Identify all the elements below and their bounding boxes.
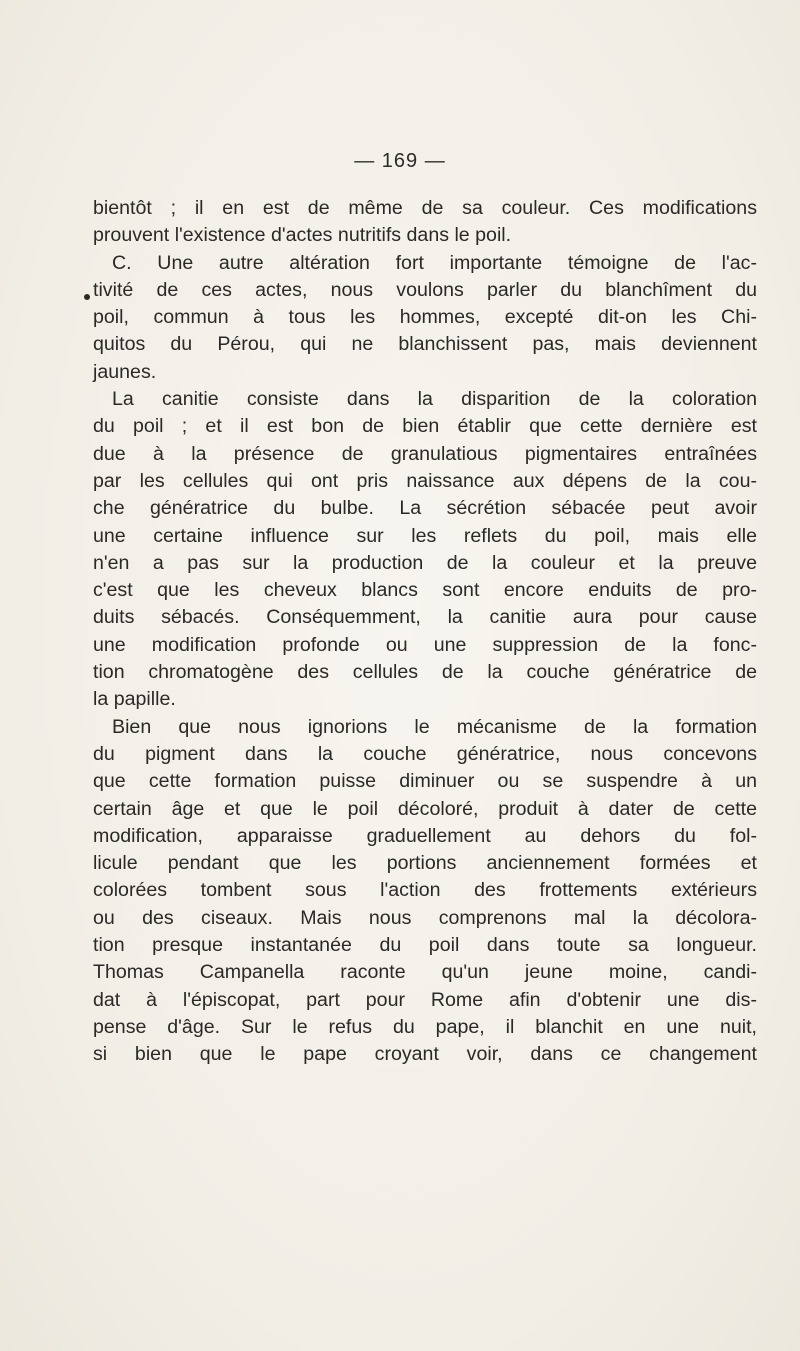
body-text xyxy=(93,195,757,1069)
text-line: tivité de ces actes, nous voulons parler du blanchîment du xyxy=(93,278,757,301)
text-line: due à la présence de granulatious pigmentaires entraînées xyxy=(93,442,757,465)
page-number: — 169 — xyxy=(354,150,446,172)
text-line: duits sébacés. Conséquemment, la canitie aura pour cause xyxy=(93,606,757,629)
text-line: certain âge et que le poil décoloré, produit à dater de cette xyxy=(93,797,757,820)
text-line: pense d'âge. Sur le refus du pape, il blanchit en une nuit, xyxy=(93,1015,757,1038)
text-line: tion presque instantanée du poil dans toute sa longueur. xyxy=(93,934,757,957)
text-line: La canitie consiste dans la disparition de la coloration xyxy=(112,388,757,411)
text-line: ou des ciseaux. Mais nous comprenons mal la décolora- xyxy=(93,906,757,929)
text-line: Bien que nous ignorions le mécanisme de la formation xyxy=(112,715,757,738)
text-line: une certaine influence sur les reflets du poil, mais elle xyxy=(93,524,757,547)
text-line: la papille. xyxy=(93,688,176,711)
text-line: dat à l'épiscopat, part pour Rome afin d'obtenir une dis- xyxy=(93,988,757,1011)
text-line: poil, commun à tous les hommes, excepté dit-on les Chi- xyxy=(93,306,757,329)
text-line: du pigment dans la couche génératrice, nous concevons xyxy=(93,742,757,765)
text-line: C. Une autre altération fort importante témoigne de l'ac- xyxy=(112,251,757,274)
text-line: du poil ; et il est bon de bien établir que cette dernière est xyxy=(93,415,757,438)
margin-mark xyxy=(84,294,90,300)
text-line: licule pendant que les portions anciennement formées et xyxy=(93,852,757,875)
text-line: par les cellules qui ont pris naissance aux dépens de la cou- xyxy=(93,469,757,492)
text-line: che génératrice du bulbe. La sécrétion sébacée peut avoir xyxy=(93,497,757,520)
text-line: jaunes. xyxy=(93,360,157,383)
text-line: n'en a pas sur la production de la couleur et la preuve xyxy=(93,551,757,574)
text-line: si bien que le pape croyant voir, dans ce changement xyxy=(93,1043,757,1066)
text-line: une modification profonde ou une suppression de la fonc- xyxy=(93,633,757,656)
text-line: c'est que les cheveux blancs sont encore enduits de pro- xyxy=(93,579,757,602)
text-line: tion chromatogène des cellules de la couche génératrice de xyxy=(93,661,757,684)
text-line: quitos du Pérou, qui ne blanchissent pas, mais deviennent xyxy=(93,333,757,356)
text-line: colorées tombent sous l'action des frottements extérieurs xyxy=(93,879,757,902)
text-line: prouvent l'existence d'actes nutritifs dans le poil. xyxy=(93,224,512,247)
text-line: Thomas Campanella raconte qu'un jeune moine, candi- xyxy=(93,961,757,984)
text-line: que cette formation puisse diminuer ou se suspendre à un xyxy=(93,770,757,793)
text-line: bientôt ; il en est de même de sa couleur. Ces modifications xyxy=(93,197,757,219)
text-line: modification, apparaisse graduellement au dehors du fol- xyxy=(93,824,757,847)
